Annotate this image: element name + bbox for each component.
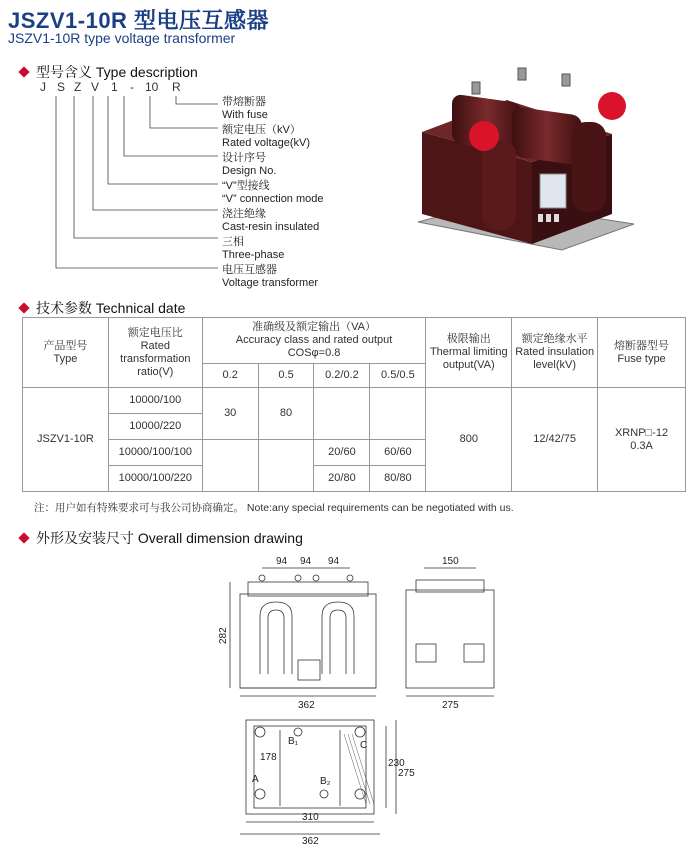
dim-150: 150 <box>442 556 459 567</box>
cell-thermal: 800 <box>426 388 512 492</box>
dim-94-b: 94 <box>300 556 312 567</box>
terminal-c: C <box>360 740 368 751</box>
dim-362: 362 <box>298 700 315 711</box>
type-item-transformer: 电压互感器 Voltage transformer <box>222 264 318 289</box>
technical-table <box>22 317 686 492</box>
dim-178: 178 <box>260 752 277 763</box>
cell-output-0202: 20/80 <box>314 466 370 492</box>
cell-output-05: 80 <box>258 388 314 440</box>
dim-275-b: 275 <box>398 768 415 779</box>
cell-output-0505: 60/60 <box>370 440 426 466</box>
dimension-drawing <box>220 554 520 854</box>
type-item-fuse: 带熔断器 With fuse <box>222 96 268 121</box>
drawing-heading: 外形及安装尺寸 Overall dimension drawing <box>20 528 303 548</box>
terminal-b1: B₁ <box>288 736 299 747</box>
transformer-product-image <box>412 62 642 262</box>
cell-fuse: XRNP□-12 0.3A <box>598 388 686 492</box>
cell-empty <box>370 388 426 440</box>
code-letter-j: J <box>40 80 46 94</box>
code-letter-v: V <box>91 80 100 94</box>
code-letter-z: Z <box>74 80 82 94</box>
dim-230: 230 <box>388 758 405 769</box>
dim-94-a: 94 <box>276 556 288 567</box>
header-thermal: 极限输出 Thermal limiting output(VA) <box>426 318 512 388</box>
cell-ratio: 10000/100 <box>108 388 202 414</box>
dim-310: 310 <box>302 812 319 823</box>
page-title: JSZV1-10R 型电压互感器 <box>8 8 270 33</box>
type-description-heading: 型号含义 Type description <box>20 62 198 82</box>
code-voltage: 10 <box>145 80 159 94</box>
type-item-phase: 三相 Three-phase <box>222 236 285 261</box>
technical-heading: 技术参数 Technical date <box>20 298 185 318</box>
code-letter-r: R <box>172 80 181 94</box>
cell-empty <box>258 440 314 492</box>
cell-output-0202: 20/60 <box>314 440 370 466</box>
cell-ratio: 10000/220 <box>108 414 202 440</box>
cell-type: JSZV1-10R <box>23 388 109 492</box>
header-class-02: 0.2 <box>202 364 258 388</box>
code-digit-1: 1 <box>111 80 118 94</box>
header-type: 产品型号 Type <box>23 318 109 388</box>
header-class-0505: 0.5/0.5 <box>370 364 426 388</box>
diamond-bullet-icon <box>18 302 29 313</box>
cell-insulation: 12/42/75 <box>512 388 598 492</box>
header-accuracy: 准确级及额定输出（VA） Accuracy class and rated output COSφ=0.8 <box>202 318 426 364</box>
cell-ratio: 10000/100/220 <box>108 466 202 492</box>
type-item-connection: “V”型接线 “V” connection mode <box>222 180 324 205</box>
dim-362-b: 362 <box>302 836 319 847</box>
header-insulation: 额定绝缘水平 Rated insulation level(kV) <box>512 318 598 388</box>
header-class-0202: 0.2/0.2 <box>314 364 370 388</box>
dim-282: 282 <box>218 627 229 644</box>
dim-94-c: 94 <box>328 556 340 567</box>
cell-output-02: 30 <box>202 388 258 440</box>
code-letter-s: S <box>57 80 66 94</box>
type-item-insulation: 浇注绝缘 Cast-resin insulated <box>222 208 320 233</box>
header-class-05: 0.5 <box>258 364 314 388</box>
type-item-design: 设计序号 Design No. <box>222 152 277 177</box>
terminal-a: A <box>252 774 259 785</box>
code-dash: - <box>130 80 134 94</box>
diamond-bullet-icon <box>18 532 29 543</box>
cell-output-0505: 80/80 <box>370 466 426 492</box>
special-requirements-note: 注：用户如有特殊要求可与我公司协商确定。 Note:any special requirements can be negotiated with us. <box>34 502 514 514</box>
cell-empty <box>202 440 258 492</box>
dim-275: 275 <box>442 700 459 711</box>
type-item-voltage: 额定电压（kV） Rated voltage(kV) <box>222 124 311 149</box>
terminal-b2: B₂ <box>320 776 331 787</box>
cell-empty <box>314 388 370 440</box>
header-ratio: 额定电压比 Rated transformation ratio(V) <box>108 318 202 388</box>
page-subtitle: JSZV1-10R type voltage transformer <box>8 30 236 46</box>
header-fuse: 熔断器型号 Fuse type <box>598 318 686 388</box>
cell-ratio: 10000/100/100 <box>108 440 202 466</box>
